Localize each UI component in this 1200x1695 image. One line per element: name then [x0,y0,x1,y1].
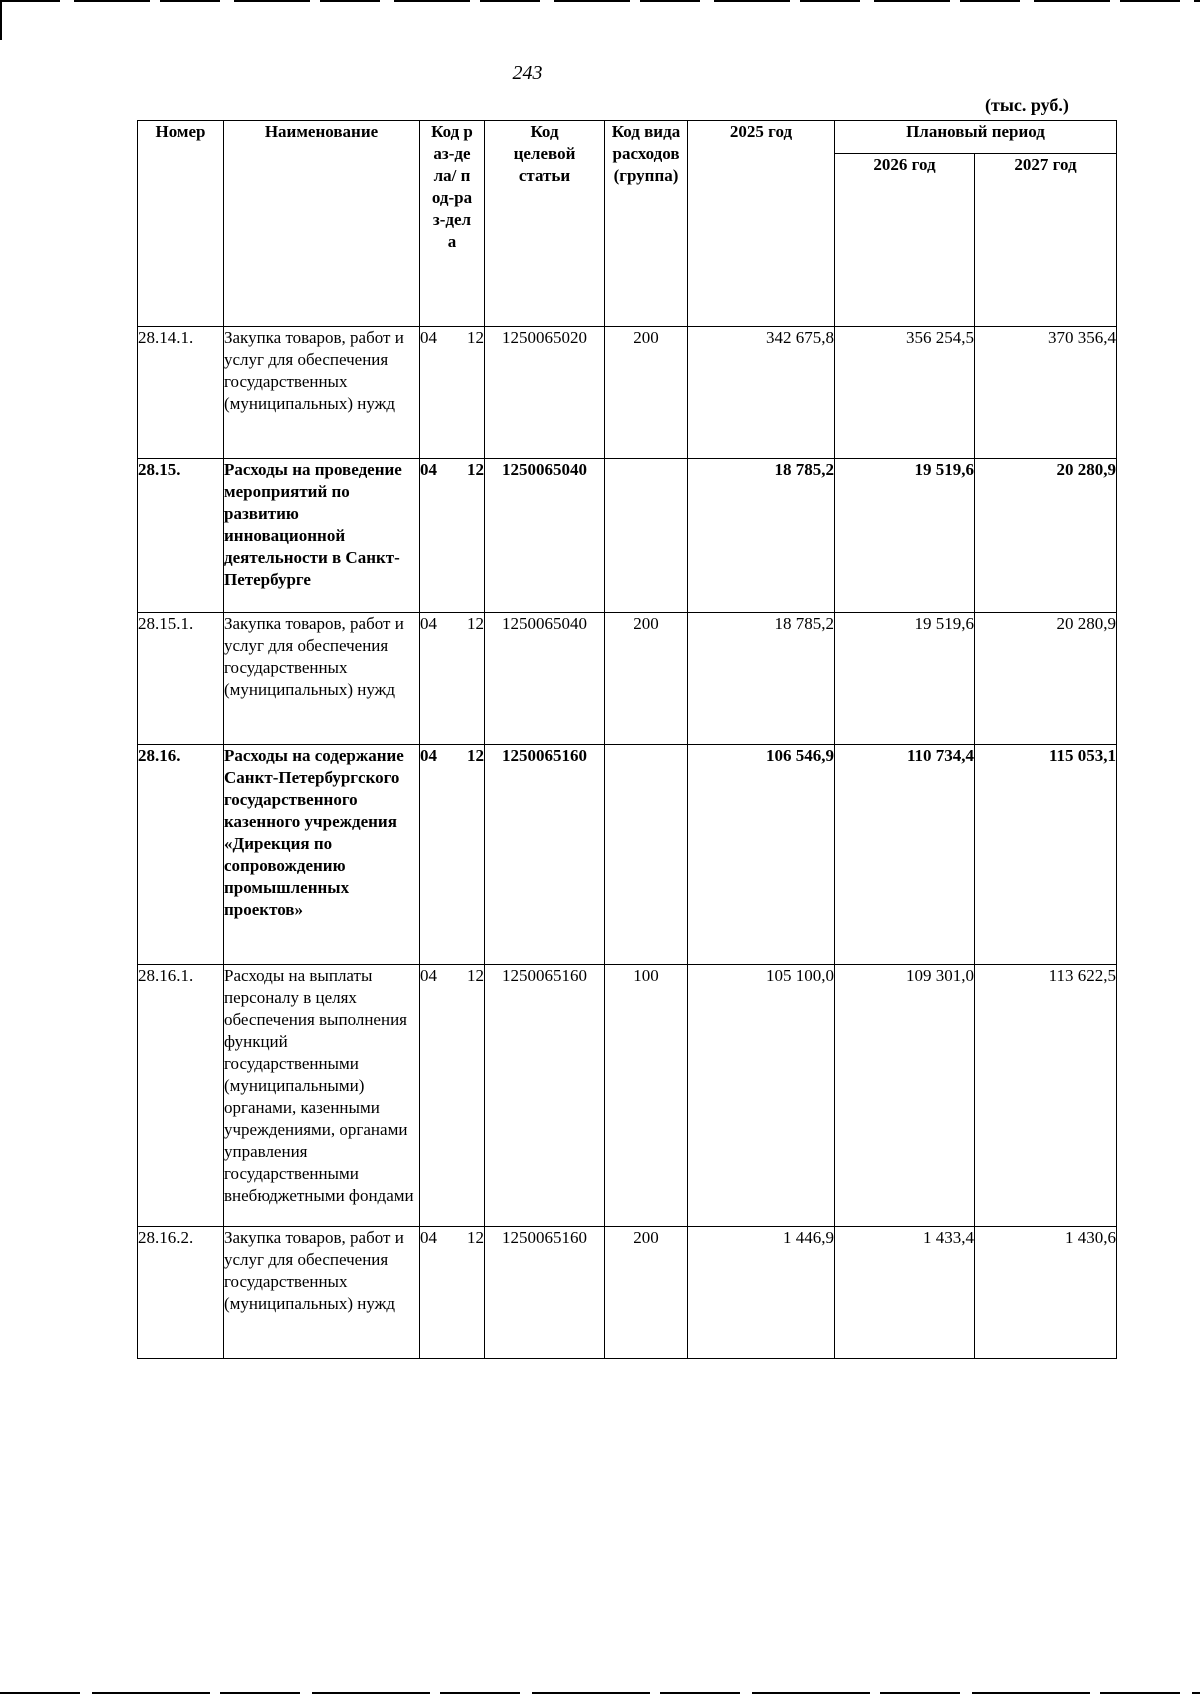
row-name: Расходы на проведение мероприятий по развитию инновационной деятельности в Санкт-Петербурге [224,459,420,613]
page-number: 243 [512,62,543,84]
header-type-text: Код вида расходов (группа) [611,122,681,185]
row-razdel [420,459,485,613]
row-razdel-code: 04 [420,460,437,479]
row-razdel-code: 04 [420,746,437,765]
header-type [605,121,688,327]
row-2027: 370 356,4 [975,327,1117,459]
row-number: 28.16.1. [138,965,224,1227]
header-name: Наименование [224,121,420,327]
row-name: Закупка товаров, работ и услуг для обеспечения государственных (муниципальных) нужд [224,613,420,745]
row-2026: 110 734,4 [835,745,975,965]
row-type: 200 [605,613,688,745]
table-row [138,965,1117,1227]
row-number: 28.16.2. [138,1227,224,1359]
row-podrazdel-code: 12 [467,746,484,765]
row-podrazdel-code: 12 [467,1228,484,1247]
header-planned-period: Плановый период [835,121,1117,154]
header-2027: 2027 год [975,154,1117,327]
row-number: 28.15. [138,459,224,613]
row-target: 1250065160 [485,745,605,965]
row-target: 1250065160 [485,965,605,1227]
row-number: 28.16. [138,745,224,965]
row-2027: 115 053,1 [975,745,1117,965]
row-razdel [420,613,485,745]
scan-edge-top [0,0,1200,2]
row-type: 100 [605,965,688,1227]
table-row [138,613,1117,745]
row-razdel-code: 04 [420,966,437,985]
header-target [485,121,605,327]
row-razdel-code: 04 [420,328,437,347]
row-2025: 342 675,8 [688,327,835,459]
row-type [605,745,688,965]
header-row-top [138,121,1117,154]
row-2026: 19 519,6 [835,459,975,613]
row-number: 28.14.1. [138,327,224,459]
table-row [138,745,1117,965]
header-razdel [420,121,485,327]
row-name: Расходы на содержание Санкт-Петербургского государственного казенного учреждения «Дирекция по сопровождению промышленных проектов» [224,745,420,965]
row-2025: 1 446,9 [688,1227,835,1359]
row-target: 1250065040 [485,459,605,613]
units-label: (тыс. руб.) [985,95,1069,115]
row-2027: 1 430,6 [975,1227,1117,1359]
header-razdel-text: Код раз-дела/ под-раз-дела [431,122,473,251]
row-2026: 356 254,5 [835,327,975,459]
row-2027: 20 280,9 [975,613,1117,745]
row-2027: 113 622,5 [975,965,1117,1227]
row-name: Расходы на выплаты персоналу в целях обеспечения выполнения функций государственными (муниципальными) органами, казенными учреждениями, органами управления государственными внебюджетными фондами [224,965,420,1227]
row-2026: 19 519,6 [835,613,975,745]
row-2025: 106 546,9 [688,745,835,965]
row-razdel [420,1227,485,1359]
row-razdel [420,327,485,459]
row-name: Закупка товаров, работ и услуг для обеспечения государственных (муниципальных) нужд [224,327,420,459]
row-2027: 20 280,9 [975,459,1117,613]
scan-edge-bottom [0,1692,1200,1694]
row-podrazdel-code: 12 [467,614,484,633]
row-target: 1250065160 [485,1227,605,1359]
row-number: 28.15.1. [138,613,224,745]
row-razdel-code: 04 [420,614,437,633]
row-razdel [420,965,485,1227]
row-podrazdel-code: 12 [467,460,484,479]
table-row [138,327,1117,459]
row-razdel [420,745,485,965]
header-2026: 2026 год [835,154,975,327]
scan-edge-left [0,0,2,40]
row-target: 1250065040 [485,613,605,745]
table-row [138,459,1117,613]
row-2025: 18 785,2 [688,613,835,745]
header-target-text: Код целевой статьи [513,122,576,185]
row-name: Закупка товаров, работ и услуг для обеспечения государственных (муниципальных) нужд [224,1227,420,1359]
row-razdel-code: 04 [420,1228,437,1247]
row-target: 1250065020 [485,327,605,459]
budget-table [137,120,1117,1359]
row-2026: 1 433,4 [835,1227,975,1359]
row-2025: 18 785,2 [688,459,835,613]
row-type: 200 [605,327,688,459]
row-2026: 109 301,0 [835,965,975,1227]
header-2025: 2025 год [688,121,835,327]
row-podrazdel-code: 12 [467,966,484,985]
row-type [605,459,688,613]
table-row [138,1227,1117,1359]
row-2025: 105 100,0 [688,965,835,1227]
header-number: Номер [138,121,224,327]
row-podrazdel-code: 12 [467,328,484,347]
row-type: 200 [605,1227,688,1359]
